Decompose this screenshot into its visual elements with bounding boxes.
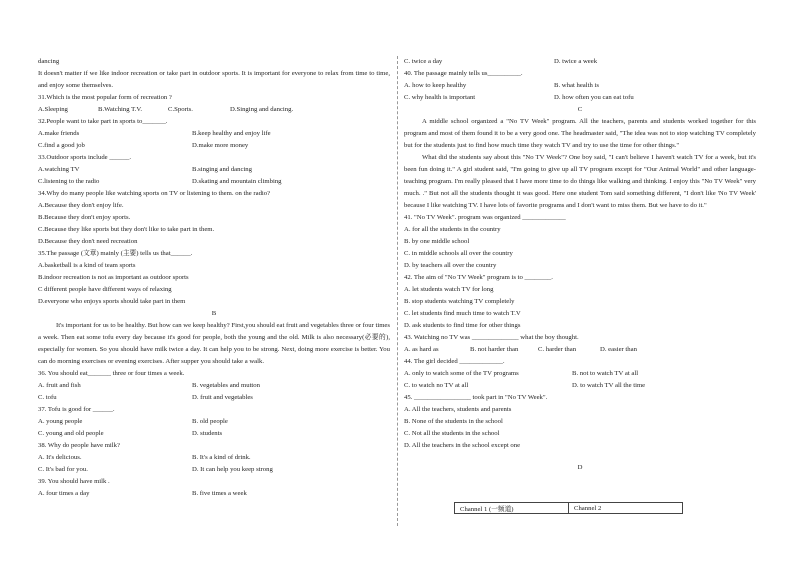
question-43-options (404, 344, 756, 356)
table-header-channel-1: Channel 1 (一频道) (455, 503, 569, 514)
option-32d: D.make more money (192, 142, 249, 149)
question-43: 43. Watching no TV was ______________ what the boy thought. (404, 334, 579, 341)
option-31d: D.Singing and dancing. (230, 106, 294, 113)
option-39c: C. twice a day (404, 58, 443, 65)
right-column (404, 56, 756, 474)
question-39: 39. You should have milk . (38, 478, 110, 485)
table-header-channel-2: Channel 2 (569, 503, 683, 514)
question-40: 40. The passage mainly tells us__________. (404, 70, 523, 77)
question-36: 36. You should eat_______ three or four times a week. (38, 370, 185, 377)
option-43a: A. as hard as (404, 346, 439, 353)
option-35c: C different people have different ways of relaxing (38, 286, 172, 293)
left-column (38, 56, 390, 500)
question-33-options-1 (38, 164, 390, 176)
option-41b: B. by one middle school (404, 238, 470, 245)
option-34a: A.Because they don't enjoy life. (38, 202, 124, 209)
option-32b: B.keep healthy and enjoy life (192, 130, 271, 137)
question-36-options-1 (38, 380, 390, 392)
option-31b: B.Watching T.V. (98, 106, 143, 113)
option-36d: D. fruit and vegetables (192, 394, 253, 401)
question-32-options-1 (38, 128, 390, 140)
passage-c-title: C (577, 106, 583, 113)
option-40c: C. why health is important (404, 94, 476, 101)
option-40d: D. how often you can eat tofu (554, 94, 634, 101)
question-37: 37. Tofu is good for ______. (38, 406, 115, 413)
option-45d: D. All the teachers in the school except one (404, 442, 521, 449)
option-40a: A. how to keep healthy (404, 82, 467, 89)
option-38b: B. It's a kind of drink. (192, 454, 251, 461)
option-38c: C. It's bad for you. (38, 466, 88, 473)
option-42d: D. ask students to find time for other things (404, 322, 521, 329)
option-37a: A. young people (38, 418, 83, 425)
option-32a: A.make friends (38, 130, 80, 137)
question-37-options-1 (38, 416, 390, 428)
question-31-options (38, 104, 390, 116)
option-44d: D. to watch TV all the time (572, 382, 646, 389)
question-36-options-2 (38, 392, 390, 404)
question-31: 31.Which is the most popular form of recreation ? (38, 94, 172, 101)
question-38-options-2 (38, 464, 390, 476)
option-44b: B. not to watch TV at all (572, 370, 639, 377)
question-40-options-2 (404, 92, 756, 104)
passage-b: It's important for us to be healthy. But how can we keep healthy? First,you should eat fruit and vegetables three or four times a week. Then eat some tofu every day because it's good for people, both the young and the old. Milk is also necessary(必要的), especially for women. So you should have milk twice a day. It can help you to be strong. Next, doing more exercise is better. You can do morning exercises or evening exercises. After supper you should take a walk. (38, 322, 390, 365)
question-42: 42. The aim of "No TV Week" program is to ________. (404, 274, 553, 281)
option-42c: C. let students find much time to watch T.V (404, 310, 521, 317)
option-38d: D. It can help you keep strong (192, 466, 273, 473)
question-39-options-1 (38, 488, 390, 500)
option-34c: C.Because they like sports but they don't like to take part in them. (38, 226, 215, 233)
option-32c: C.find a good job (38, 142, 85, 149)
option-37d: D. students (192, 430, 223, 437)
option-41a: A. for all the students in the country (404, 226, 501, 233)
question-39-options-2 (404, 56, 756, 68)
option-43c: C. harder than (538, 346, 577, 353)
option-36a: A. fruit and fish (38, 382, 81, 389)
option-45b: B. None of the students in the school (404, 418, 503, 425)
option-33a: A.watching TV (38, 166, 80, 173)
option-42b: B. stop students watching TV completely (404, 298, 515, 305)
passage-d-title: D (577, 464, 583, 471)
question-44: 44. The girl decided _____________. (404, 358, 505, 365)
question-33: 33.Outdoor sports include ______. (38, 154, 132, 161)
option-43b: B. not harder than (470, 346, 519, 353)
passage-c-paragraph-2: What did the students say about this "No TV Week"? One boy said, "I can't believe I haven't watch TV for a week, but it's been fun doing it." A girl student said, "I'm going to give up all TV program except for "Our Animal World" and other language-teaching program. I'm really pleased that I have more time to do things like walking and thinking. I enjoy this "No TV Week" very much. ." But not all the students thought it was good. Here one student Tom said something different, "I don't like 'No TV Week' because I like watching TV. I have lots of favorite programs and I don't want to miss them. But we have to do it." (404, 154, 756, 209)
option-44c: C. to watch no TV at all (404, 382, 469, 389)
channel-table (454, 502, 683, 514)
question-40-options-1 (404, 80, 756, 92)
intro-line: dancing (38, 58, 60, 65)
option-31a: A.Sleeping (38, 106, 68, 113)
question-44-options-2 (404, 380, 756, 392)
option-35d: D.everyone who enjoys sports should take part in them (38, 298, 186, 305)
option-37c: C. young and old people (38, 430, 104, 437)
option-43d: D. easier than (600, 346, 637, 353)
question-44-options-1 (404, 368, 756, 380)
option-33d: D.skating and mountain climbing (192, 178, 282, 185)
question-38: 38. Why do people have milk? (38, 442, 120, 449)
passage-c-paragraph-1: A middle school organized a "No TV Week" program. All the teachers, parents and students worked together for this program and most of them found it to be a very good one. The headmaster said, "The idea was not to stop watching TV completely but for the students just to find how much time they watch TV and try to use the time for other things." (404, 118, 756, 149)
option-44a: A. only to watch some of the TV programs (404, 370, 519, 377)
option-35b: B.indoor recreation is not as important as outdoor sports (38, 274, 189, 281)
question-32-options-2 (38, 140, 390, 152)
question-38-options-1 (38, 452, 390, 464)
option-45c: C. Not all the students in the school (404, 430, 500, 437)
table-row (455, 503, 683, 514)
option-34d: D.Because they don't need recreation (38, 238, 138, 245)
intro-paragraph: It doesn't matter if we like indoor recreation or take part in outdoor sports. It is important for everyone to relax from time to time, and enjoy some themselves. (38, 70, 390, 89)
option-35a: A.basketball is a kind of team sports (38, 262, 136, 269)
question-37-options-2 (38, 428, 390, 440)
spacer (404, 452, 756, 462)
option-33b: B.singing and dancing (192, 166, 252, 173)
option-34b: B.Because they don't enjoy sports. (38, 214, 131, 221)
option-38a: A. It's delicious. (38, 454, 82, 461)
option-42a: A. let students watch TV for long (404, 286, 494, 293)
option-41c: C. in middle schools all over the country (404, 250, 513, 257)
option-37b: B. old people (192, 418, 228, 425)
option-40b: B. what health is (554, 82, 599, 89)
option-36c: C. tofu (38, 394, 57, 401)
option-39a: A. four times a day (38, 490, 90, 497)
question-41: 41. "No TV Week". program was organized _____________ (404, 214, 566, 221)
option-36b: B. vegetables and mutton (192, 382, 260, 389)
passage-b-title: B (211, 310, 217, 317)
option-33c: C.listening to the radio (38, 178, 100, 185)
question-32: 32.People want to take part in sports to_______. (38, 118, 168, 125)
option-41d: D. by teachers all over the country (404, 262, 497, 269)
option-31c: C.Sports. (168, 106, 193, 113)
column-divider (397, 56, 398, 526)
question-35: 35.The passage (文章) mainly (主要) tells us that______. (38, 250, 193, 257)
option-39d: D. twice a week (554, 58, 598, 65)
option-45a: A. All the teachers, students and parents (404, 406, 512, 413)
question-34: 34.Why do many people like watching sports on TV or listening to them. on the radio? (38, 190, 271, 197)
question-45: 45. _________________ took part in "No TV Week". (404, 394, 548, 401)
option-39b: B. five times a week (192, 490, 247, 497)
question-33-options-2 (38, 176, 390, 188)
